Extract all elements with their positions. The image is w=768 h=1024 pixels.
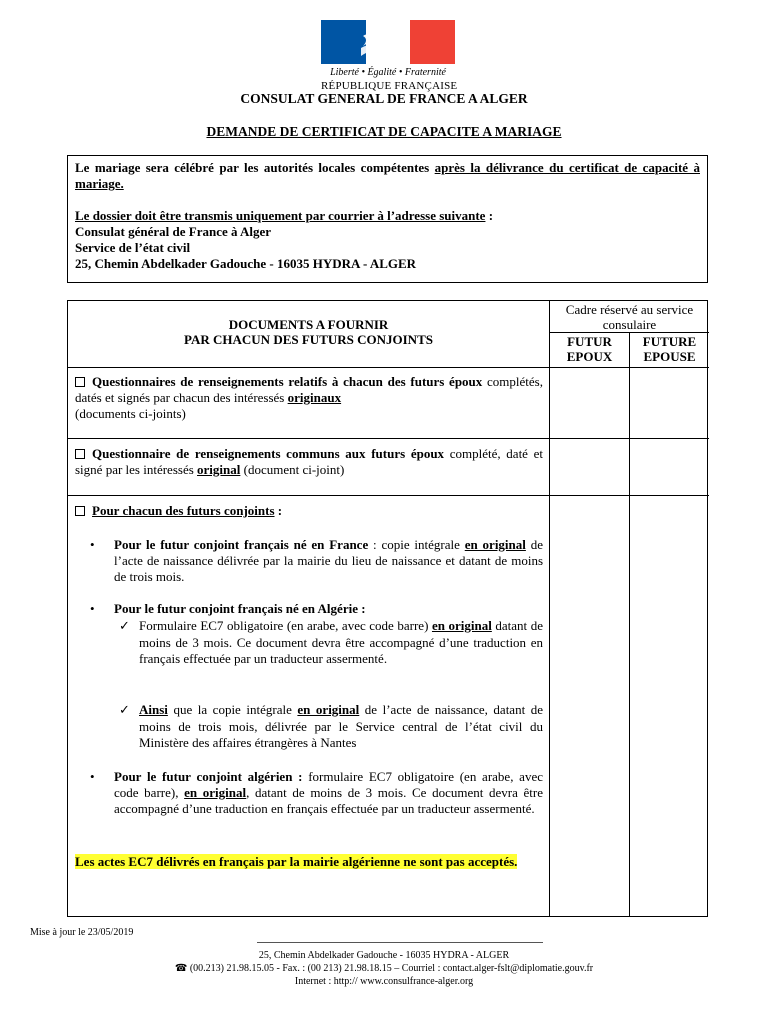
bullet-conjoint-algerien: • Pour le futur conjoint algérien : formulaire EC7 obligatoire (en arabe, avec code barre), en original, datant de moins de 3 mois. Ce document devra être accompagné d’une traduction en français effectuée par un traducteur assermenté. (90, 769, 543, 816)
tricolor-flag-icon (321, 20, 455, 64)
address-line-3: 25, Chemin Abdelkader Gadouche - 16035 HYDRA - ALGER (75, 256, 417, 271)
check-item-copie-integrale: ✓ Ainsi que la copie intégrale en original de l’acte de naissance, datant de moins de trois mois, délivrée par le Service central de l’état civil du Ministère des affaires étrangères à Nantes (119, 702, 543, 750)
future-epouse-header: FUTURE EPOUSE (642, 334, 697, 364)
documents-table (67, 300, 708, 917)
check-item-formulaire-ec7: ✓ Formulaire EC7 obligatoire (en arabe, avec code barre) en original datant de moins de 3 mois. Ce document devra être accompagné d’une traduction en français effectuée par un traducteur assermenté. (119, 618, 543, 666)
bullet-francais-ne-en-france: • Pour le futur conjoint français né en France : copie intégrale en original de l’acte de naissance délivrée par la mairie du lieu de naissance et datant de moins de trois mois. (90, 537, 543, 584)
documents-header: DOCUMENTS A FOURNIR PAR CHACUN DES FUTURS CONJOINTS (184, 317, 433, 347)
checkbox-icon[interactable] (75, 449, 85, 459)
highlighted-warning: Les actes EC7 délivrés en français par la mairie algérienne ne sont pas acceptés. (75, 854, 518, 869)
bullet-icon: • (90, 769, 95, 784)
row-divider (68, 367, 709, 368)
column-divider (629, 332, 630, 916)
document-item-questionnaires-individuels: Questionnaires de renseignements relatifs à chacun des futurs époux complétés, datés et signés par chacun des intéressés originaux (documents ci-joints) (75, 374, 543, 421)
consulat-name: CONSULAT GENERAL DE FRANCE A ALGER (240, 91, 528, 106)
footer-contact: ☎ (00.213) 21.98.15.05 - Fax. : (00 213) 21.98.18.15 – Courriel : contact.alger-fslt@diplomatie.gouv.fr (174, 963, 594, 974)
document-item-questionnaire-commun: Questionnaire de renseignements communs aux futurs époux complété, daté et signé par les intéressés original (document ci-joint) (75, 446, 543, 477)
row-divider (549, 332, 709, 333)
address-line-1: Consulat général de France à Alger (75, 224, 272, 239)
consular-use-header: Cadre réservé au service consulaire (565, 302, 694, 332)
row-divider (68, 495, 709, 496)
intro-paragraph: Le mariage sera célébré par les autorités locales compétentes après la délivrance du certificat de capacité à mariage. (75, 160, 700, 191)
footer-website: Internet : http:// www.consulfrance-alger.org (294, 976, 474, 987)
marianne-profile-icon (355, 22, 419, 64)
column-divider (549, 301, 550, 916)
checkbox-icon[interactable] (75, 377, 85, 387)
instructions-box (67, 155, 708, 283)
document-title: DEMANDE DE CERTIFICAT DE CAPACITE A MARIAGE (206, 124, 562, 139)
bullet-icon: • (90, 537, 95, 552)
mailing-instruction: Le dossier doit être transmis uniquement par courrier à l’adresse suivante : (75, 208, 494, 223)
futur-epoux-header: FUTUR EPOUX (566, 334, 613, 364)
checkmark-icon: ✓ (119, 618, 130, 633)
bullet-francais-ne-en-algerie: • Pour le futur conjoint français né en Algérie : (90, 601, 366, 616)
document-item-per-spouse-heading: Pour chacun des futurs conjoints : (75, 503, 543, 519)
update-date: Mise à jour le 23/05/2019 (30, 927, 134, 938)
address-line-2: Service de l’état civil (75, 240, 191, 255)
republique-francaise-logo (321, 20, 458, 95)
footer-address: 25, Chemin Abdelkader Gadouche - 16035 HYDRA - ALGER (258, 950, 510, 961)
bullet-icon: • (90, 601, 95, 616)
republic-motto: Liberté • Égalité • Fraternité (330, 67, 446, 78)
footer-divider (257, 942, 543, 943)
checkbox-icon[interactable] (75, 506, 85, 516)
republic-name: RÉPUBLIQUE FRANÇAISE (321, 80, 458, 92)
checkmark-icon: ✓ (119, 702, 130, 717)
row-divider (68, 438, 709, 439)
